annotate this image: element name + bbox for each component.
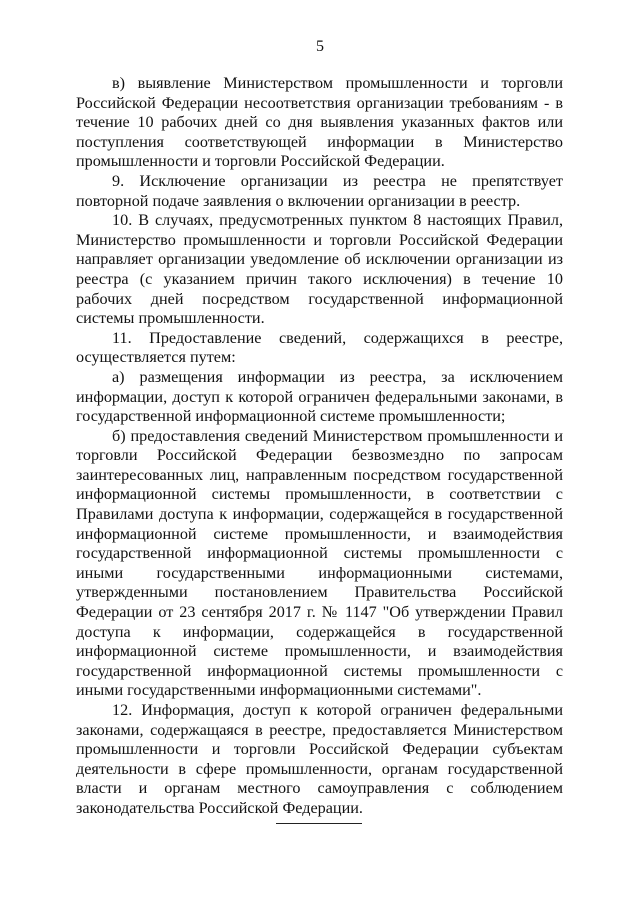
paragraph-9: 9. Исключение организации из реестра не препятствует повторной подаче заявления о включении организации в реестр.: [76, 171, 563, 210]
document-body: [76, 74, 563, 819]
paragraph-10: 10. В случаях, предусмотренных пунктом 8 настоящих Правил, Министерство промышленности и торговли Российской Федерации направляет организации уведомление об исключении организации из реестра (с указанием причин такого исключения) в течение 10 рабочих дней посредством государственной информационной системы промышленности.: [76, 211, 563, 328]
paragraph-11a: а) размещения информации из реестра, за исключением информации, доступ к которой ограничен федеральными законами, в государственной информационной системе промышленности;: [76, 367, 563, 426]
paragraph-11: 11. Предоставление сведений, содержащихся в реестре, осуществляется путем:: [76, 328, 563, 367]
paragraph-12: 12. Информация, доступ к которой ограничен федеральными законами, содержащаяся в реестре, предоставляется Министерством промышленности и торговли Российской Федерации субъектам деятельности в сфере промышленности, органам государственной власти и органам местного самоуправления с соблюдением законодательства Российской Федерации.: [76, 701, 563, 817]
page-number: 5: [316, 38, 324, 55]
end-divider-line: [276, 823, 362, 824]
paragraph-11b: б) предоставления сведений Министерством промышленности и торговли Российской Федерации безвозмездно по запросам заинтересованных лиц, направленным посредством государственной информационной системы промышленности, в соответствии с Правилами доступа к информации, содержащейся в государственной информационной системе промышленности, и взаимодействия государственной информационной системы промышленности с иными государственными информационными системами, утвержденными постановлением Правительства Российской Федерации от 23 сентября 2017 г. № 1147 "Об утверждении Правил доступа к информации, содержащейся в государственной информационной системе промышленности, и взаимодействия государственной информационной системы промышленности с иными государственными информационными системами".: [76, 426, 563, 700]
paragraph-8v: в) выявление Министерством промышленности и торговли Российской Федерации несоответствия организации требованиям - в течение 10 рабочих дней со дня выявления указанных фактов или поступления соответствующей информации в Министерство промышленности и торговли Российской Федерации.: [76, 74, 563, 171]
